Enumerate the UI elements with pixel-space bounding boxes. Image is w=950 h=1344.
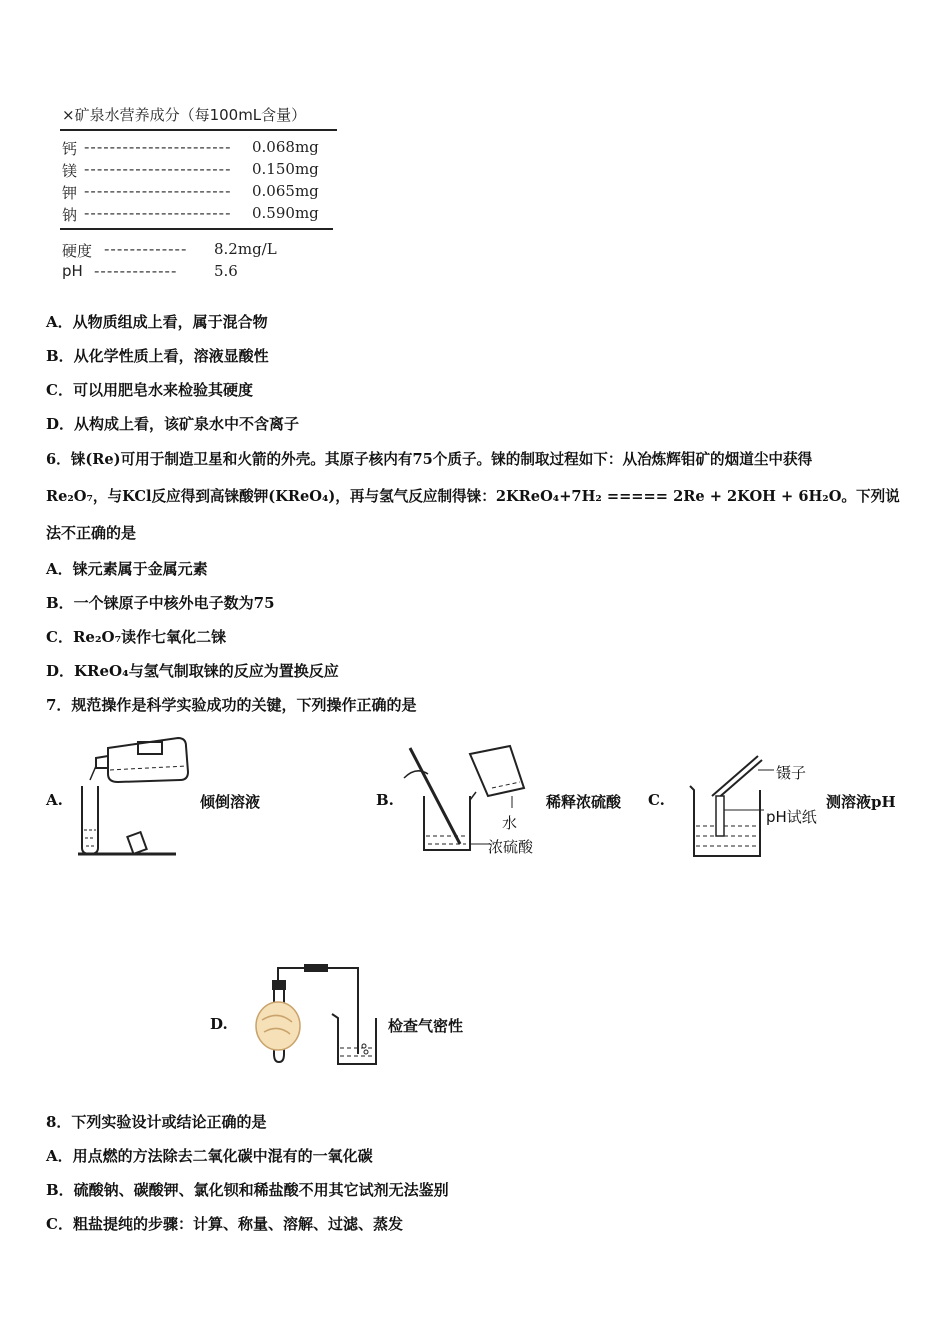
q5-option-b: B．从化学性质上看，溶液显酸性 xyxy=(46,347,269,365)
nutrient-name: 钾 xyxy=(62,184,78,202)
ph-paper-label: pH试纸 xyxy=(766,808,817,826)
tweezers-label: 镊子 xyxy=(776,764,807,782)
q8-option-c: C．粗盐提纯的步骤：计算、称量、溶解、过滤、蒸发 xyxy=(46,1215,403,1233)
q7-d-caption: 检查气密性 xyxy=(388,1017,464,1035)
table-row xyxy=(62,160,322,181)
beaker-small xyxy=(470,746,524,796)
stopper xyxy=(272,980,286,990)
ph-test-figure xyxy=(684,752,774,864)
nutrient-name: 钙 xyxy=(62,140,78,158)
table-row xyxy=(62,262,322,280)
beaker-liquid xyxy=(696,826,758,846)
acid-label: 浓硫酸 xyxy=(488,838,534,856)
q7-c-caption: 测溶液pH xyxy=(826,793,896,811)
hands xyxy=(256,1002,300,1050)
ph-paper xyxy=(716,796,724,836)
water-label: 水 xyxy=(502,814,518,832)
q6-option-a: A．铼元素属于金属元素 xyxy=(46,560,208,578)
tube-liquid xyxy=(84,830,96,846)
table-top-rule xyxy=(60,129,337,131)
bottle-liquid xyxy=(110,766,186,770)
dash-leader: ------------- xyxy=(104,240,188,258)
q7-d-letter: D. xyxy=(210,1015,228,1033)
bubble xyxy=(364,1050,368,1054)
q6-stem-line1: 6．铼(Re)可用于制造卫星和火箭的外壳。其原子核内有75个质子。铼的制取过程如下：从冶炼辉钼矿的烟道尘中获得 xyxy=(46,451,813,468)
beaker-large xyxy=(424,796,470,850)
q6-stem-line3: 法不正确的是 xyxy=(46,524,137,542)
property-name: pH xyxy=(62,262,83,280)
nutrient-value: 0.150mg xyxy=(252,160,319,178)
table-row xyxy=(62,138,322,159)
q7-b-letter: B. xyxy=(376,791,394,809)
reagent-bottle xyxy=(96,738,188,782)
table-row xyxy=(62,240,322,261)
nutrition-table xyxy=(62,104,342,284)
airtightness-figure xyxy=(248,960,388,1070)
q5-option-d: D．从构成上看，该矿泉水中不含离子 xyxy=(46,415,300,433)
beaker-small-liquid xyxy=(492,782,520,788)
dash-leader: ----------------------- xyxy=(84,204,232,222)
pouring-figure xyxy=(78,730,188,860)
nutrient-value: 0.068mg xyxy=(252,138,319,156)
q8-option-a: A．用点燃的方法除去二氧化碳中混有的一氧化碳 xyxy=(46,1147,373,1165)
q7-c-letter: C. xyxy=(648,791,665,809)
beaker-liquid xyxy=(426,836,468,844)
q6-option-b: B．一个铼原子中核外电子数为75 xyxy=(46,594,275,612)
property-value: 8.2mg/L xyxy=(214,240,277,258)
q7-stem: 7．规范操作是科学实验成功的关键，下列操作正确的是 xyxy=(46,696,417,714)
q6-option-d: D．KReO₄与氢气制取铼的反应为置换反应 xyxy=(46,662,339,680)
table-row xyxy=(62,182,322,203)
tweezers xyxy=(712,756,762,800)
q7-a-caption: 倾倒溶液 xyxy=(200,793,261,811)
q8-option-b: B．硫酸钠、碳酸钾、氯化钡和稀盐酸不用其它试剂无法鉴别 xyxy=(46,1181,449,1199)
tube-joint xyxy=(304,964,328,972)
stream xyxy=(90,766,96,780)
table-row xyxy=(62,204,322,225)
q6-option-c: C．Re₂O₇读作七氧化二铼 xyxy=(46,628,227,646)
q7-b-caption: 稀释浓硫酸 xyxy=(546,793,622,811)
dash-leader: ----------------------- xyxy=(84,160,232,178)
glass-rod xyxy=(410,748,460,844)
nutrition-table-title: ×矿泉水营养成分（每100mL含量） xyxy=(62,106,307,124)
nutrient-name: 钠 xyxy=(62,206,78,224)
test-tube xyxy=(82,786,98,854)
q7-a-letter: A. xyxy=(46,791,63,809)
dash-leader: ----------------------- xyxy=(84,138,232,156)
dash-leader: ------------- xyxy=(94,262,178,280)
q8-stem: 8．下列实验设计或结论正确的是 xyxy=(46,1113,267,1131)
dash-leader: ----------------------- xyxy=(84,182,232,200)
nutrient-name: 镁 xyxy=(62,162,78,180)
nutrient-value: 0.065mg xyxy=(252,182,319,200)
property-name: 硬度 xyxy=(62,242,93,260)
property-value: 5.6 xyxy=(214,262,238,280)
q5-option-c: C．可以用肥皂水来检验其硬度 xyxy=(46,381,253,399)
nutrient-value: 0.590mg xyxy=(252,204,319,222)
bubble xyxy=(362,1044,366,1048)
table-bottom-rule xyxy=(60,228,333,230)
q6-stem-line2: Re₂O₇，与KCl反应得到高铼酸钾(KReO₄)，再与氢气反应制得铼：2KReO₄+7H₂ ===== 2Re + 2KOH + 6H₂O。下列说 xyxy=(46,488,900,505)
stopper xyxy=(127,832,146,854)
q5-option-a: A．从物质组成上看，属于混合物 xyxy=(46,313,268,331)
